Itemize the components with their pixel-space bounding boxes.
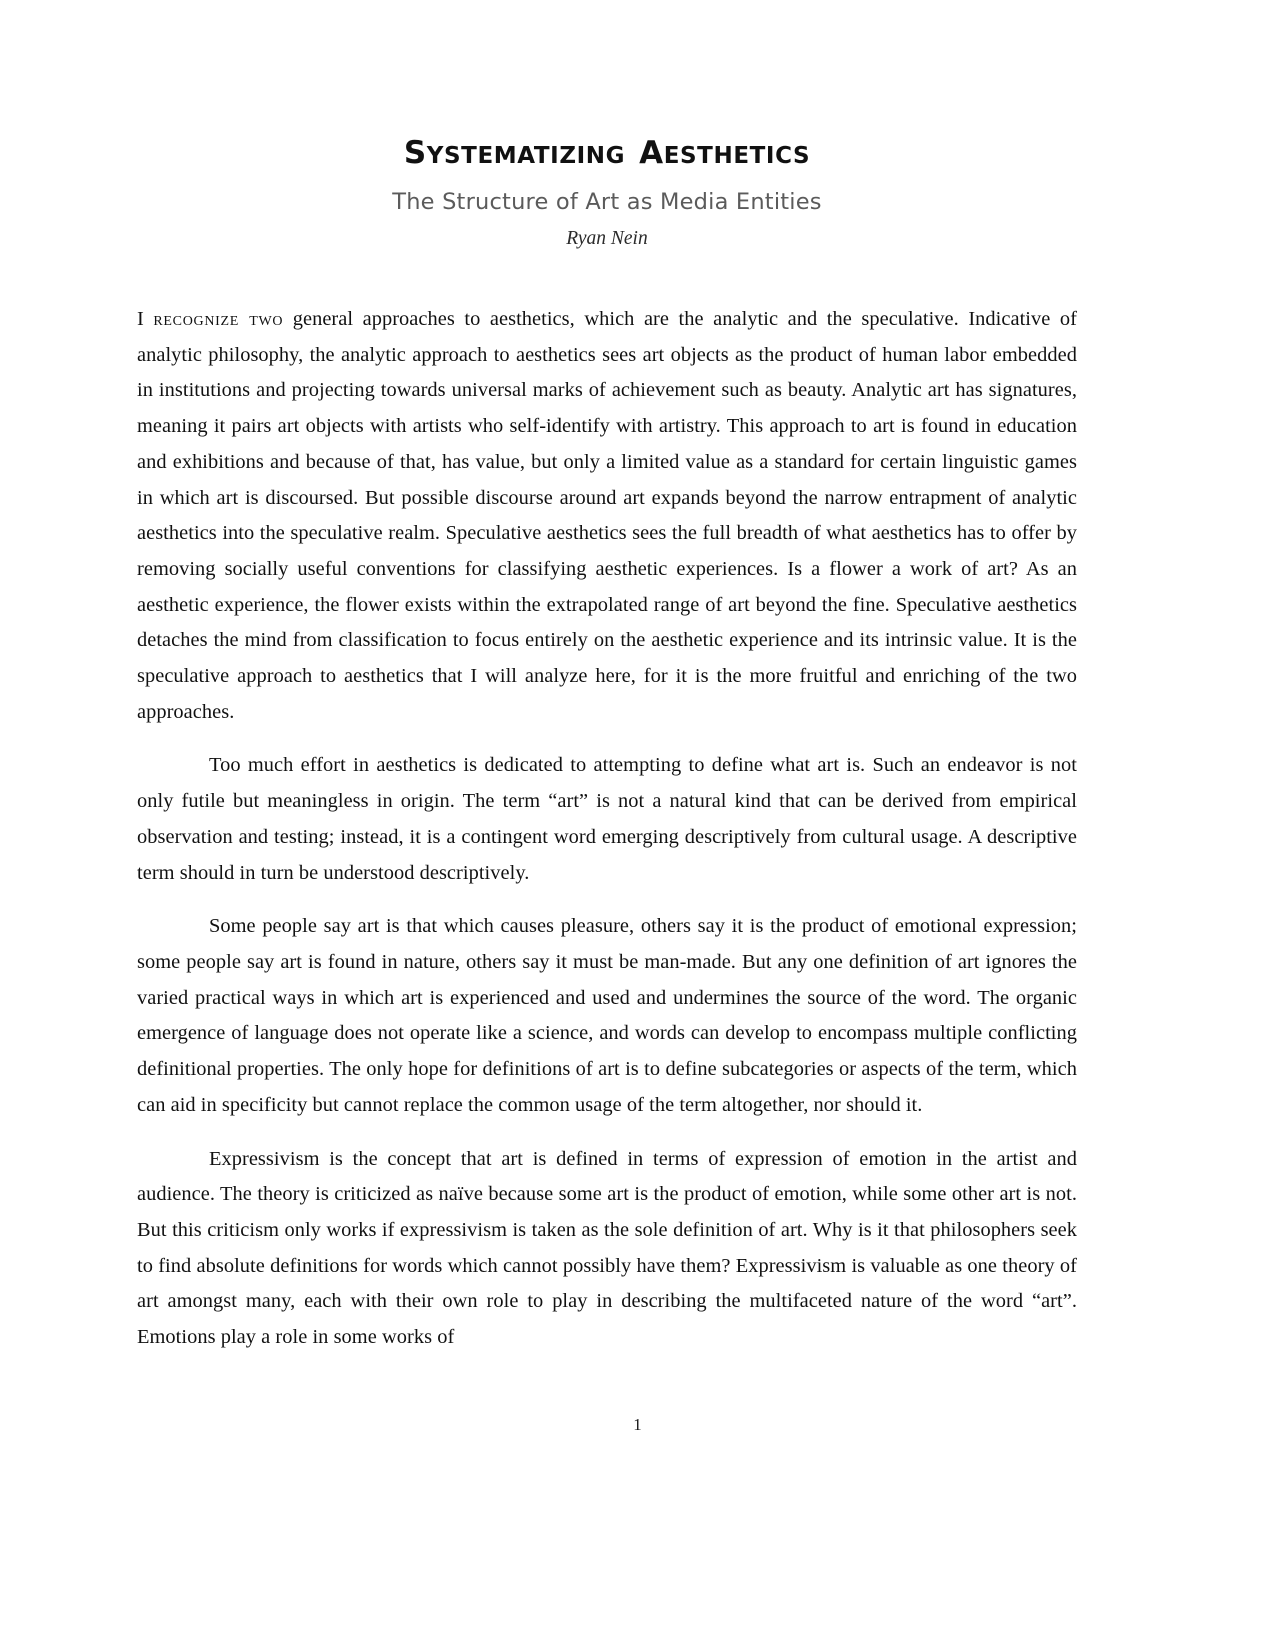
body-copy	[137, 302, 1077, 1356]
page-number: 1	[633, 1415, 642, 1434]
page-content	[137, 0, 1077, 1356]
paragraph-1-lead-smallcaps: recognize two	[153, 308, 284, 331]
page-title	[137, 136, 1077, 172]
paragraph-1-lead-initial: I	[137, 308, 154, 331]
paragraph-4: Expressivism is the concept that art is defined in terms of expression of emotion in the artist and audience. The theory is criticized as naïve because some art is the product of emotion, while some other art is not. But this criticism only works if expressivism is taken as the sole definition of art. Why is it that philosophers seek to find absolute definitions for words which cannot possibly have them? Expressivism is valuable as one theory of art amongst many, each with their own role to play in describing the multifaceted nature of the word “art”. Emotions play a role in some works of	[137, 1147, 1077, 1349]
title-part-1-rest: YSTEMATIZING	[426, 143, 626, 169]
title-part-1-initial: S	[403, 135, 427, 171]
page-subtitle: The Structure of Art as Media Entities	[392, 188, 822, 215]
paragraph-1-text: general approaches to aesthetics, which are the analytic and the speculative. Indicative of analytic philosophy, the analytic approach to aesthetics sees art objects as the product of human labor embedded in institutions and projecting towards universal marks of achievement such as beauty. Analytic art has signatures, meaning it pairs art objects with artists who self-identify with artistry. This approach to art is found in education and exhibitions and because of that, has value, but only a limited value as a standard for certain linguistic games in which art is discoursed. But possible discourse around art expands beyond the narrow entrapment of analytic aesthetics into the speculative realm. Speculative aesthetics sees the full breadth of what aesthetics has to offer by removing socially useful conventions for classifying aesthetic experiences. Is a flower a work of art? As an aesthetic experience, the flower exists within the extrapolated range of art beyond the fine. Speculative aesthetics detaches the mind from classification to focus entirely on the aesthetic experience and its intrinsic value. It is the speculative approach to aesthetics that I will analyze here, for it is the more fruitful and enriching of the two approaches.	[137, 308, 1077, 723]
paragraph-1	[137, 302, 1077, 730]
paragraph-2: Too much effort in aesthetics is dedicated to attempting to define what art is. Such an endeavor is not only futile but meaningless in origin. The term “art” is not a natural kind that can be derived from empirical observation and testing; instead, it is a contingent word emerging descriptively from cultural usage. A descriptive term should in turn be understood descriptively.	[137, 754, 1077, 884]
author-name: Ryan Nein	[566, 227, 648, 249]
title-part-2-rest: ESTHETICS	[663, 143, 811, 169]
paragraph-3: Some people say art is that which causes pleasure, others say it is the product of emotional expression; some people say art is found in nature, others say it must be man-made. But any one definition of art ignores the varied practical ways in which art is experienced and used and undermines the source of the word. The organic emergence of language does not operate like a science, and words can develop to encompass multiple conflicting definitional properties. The only hope for definitions of art is to define subcategories or aspects of the term, which can aid in specificity but cannot replace the common usage of the term altogether, nor should it.	[137, 915, 1077, 1116]
title-block	[137, 0, 1077, 250]
title-part-2-initial: A	[639, 135, 664, 171]
